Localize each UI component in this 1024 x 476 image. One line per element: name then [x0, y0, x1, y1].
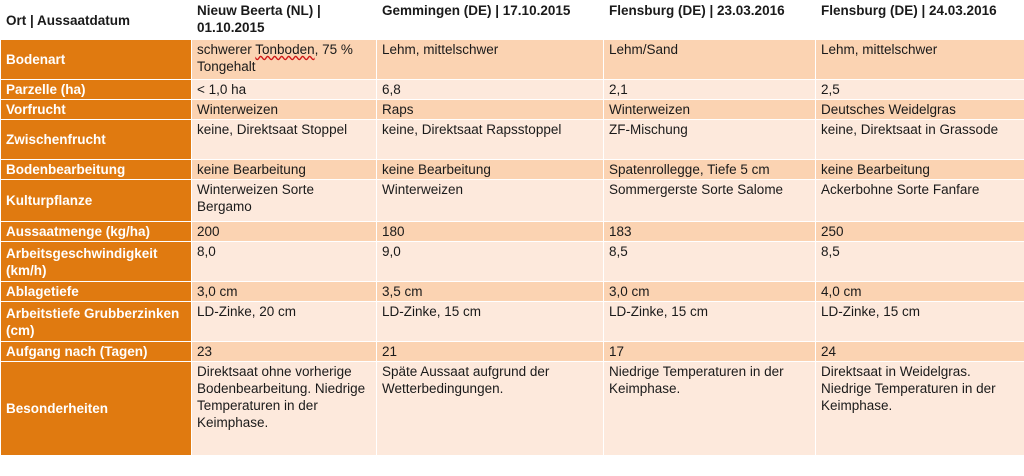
header-row	[1, 1, 1024, 40]
table-cell: Winterweizen Sorte Bergamo	[192, 180, 377, 222]
table-cell: 8,5	[816, 242, 1024, 282]
table-cell: Späte Aussaat aufgrund der Wetterbedingungen.	[377, 362, 604, 456]
table-cell: LD-Zinke, 15 cm	[816, 302, 1024, 342]
row-label: Zwischenfrucht	[1, 120, 192, 160]
table-cell: 6,8	[377, 80, 604, 100]
table-cell: 9,0	[377, 242, 604, 282]
table-cell: < 1,0 ha	[192, 80, 377, 100]
table-cell: keine Bearbeitung	[816, 160, 1024, 180]
table-row-aufgang	[1, 342, 1024, 362]
header-site-flensburg-2: Flensburg (DE) | 24.03.2016	[816, 1, 1024, 40]
row-label: Aussaatmenge (kg/ha)	[1, 222, 192, 242]
table-cell: 8,0	[192, 242, 377, 282]
table-cell: Winterweizen	[377, 180, 604, 222]
table-row-bodenbearbeitung	[1, 160, 1024, 180]
table-cell: ZF-Mischung	[604, 120, 816, 160]
table-cell: Lehm/Sand	[604, 40, 816, 80]
table-cell: 24	[816, 342, 1024, 362]
spellcheck-word: Tonboden	[255, 42, 315, 57]
table-cell: Niedrige Temperaturen in der Keimphase.	[604, 362, 816, 456]
table-cell: 200	[192, 222, 377, 242]
table-cell: Lehm, mittelschwer	[377, 40, 604, 80]
table-cell: 3,0 cm	[604, 282, 816, 302]
table-cell: keine, Direktsaat in Grassode	[816, 120, 1024, 160]
table-cell: 21	[377, 342, 604, 362]
row-label: Arbeitstiefe Grubberzinken (cm)	[1, 302, 192, 342]
table-cell: Raps	[377, 100, 604, 120]
table-cell: LD-Zinke, 15 cm	[604, 302, 816, 342]
row-label: Kulturpflanze	[1, 180, 192, 222]
table-cell: Direktsaat in Weidelgras. Niedrige Temperaturen in der Keimphase.	[816, 362, 1024, 456]
table-cell: 17	[604, 342, 816, 362]
row-label: Bodenart	[1, 40, 192, 80]
table-cell: 3,0 cm	[192, 282, 377, 302]
table-cell: LD-Zinke, 20 cm	[192, 302, 377, 342]
row-label: Bodenbearbeitung	[1, 160, 192, 180]
table-cell: Lehm, mittelschwer	[816, 40, 1024, 80]
table-cell: Ackerbohne Sorte Fanfare	[816, 180, 1024, 222]
table-cell: 23	[192, 342, 377, 362]
header-site-gemmingen: Gemmingen (DE) | 17.10.2015	[377, 1, 604, 40]
row-label: Parzelle (ha)	[1, 80, 192, 100]
table-cell: 2,5	[816, 80, 1024, 100]
table-cell: Direktsaat ohne vorherige Bodenbearbeitung. Niedrige Temperaturen in der Keimphase.	[192, 362, 377, 456]
table-cell: Winterweizen	[192, 100, 377, 120]
table-cell: 8,5	[604, 242, 816, 282]
table-cell: Spatenrollegge, Tiefe 5 cm	[604, 160, 816, 180]
table-cell: keine Bearbeitung	[192, 160, 377, 180]
table-cell: 4,0 cm	[816, 282, 1024, 302]
table-cell: 183	[604, 222, 816, 242]
table-cell: keine Bearbeitung	[377, 160, 604, 180]
table-row-zwischenfrucht	[1, 120, 1024, 160]
table-cell: 3,5 cm	[377, 282, 604, 302]
table-cell: Winterweizen	[604, 100, 816, 120]
row-label: Vorfrucht	[1, 100, 192, 120]
table-cell	[192, 40, 377, 80]
cell-text: schwerer	[197, 42, 256, 57]
table-row-besonderheiten	[1, 362, 1024, 456]
table-cell: Deutsches Weidelgras	[816, 100, 1024, 120]
table-row-arbeitsgeschwindigkeit	[1, 242, 1024, 282]
table-row-bodenart	[1, 40, 1024, 80]
header-site-flensburg-1: Flensburg (DE) | 23.03.2016	[604, 1, 816, 40]
table-row-parzelle	[1, 80, 1024, 100]
table-cell: keine, Direktsaat Stoppel	[192, 120, 377, 160]
table-row-arbeitstiefe	[1, 302, 1024, 342]
header-site-nieuw-beerta: Nieuw Beerta (NL) | 01.10.2015	[192, 1, 377, 40]
row-label: Besonderheiten	[1, 362, 192, 456]
table-cell: LD-Zinke, 15 cm	[377, 302, 604, 342]
row-label: Arbeitsgeschwindigkeit (km/h)	[1, 242, 192, 282]
table-cell: Sommergerste Sorte Salome	[604, 180, 816, 222]
table-cell: 2,1	[604, 80, 816, 100]
table-cell: 250	[816, 222, 1024, 242]
table-row-ablagetiefe	[1, 282, 1024, 302]
table-cell: keine, Direktsaat Rapsstoppel	[377, 120, 604, 160]
header-corner: Ort | Aussaatdatum	[1, 1, 192, 40]
table-row-aussaatmenge	[1, 222, 1024, 242]
table-cell: 180	[377, 222, 604, 242]
row-label: Ablagetiefe	[1, 282, 192, 302]
table-row-kulturpflanze	[1, 180, 1024, 222]
cell-text: , 75 % Tongehalt	[197, 42, 353, 74]
table-row-vorfrucht	[1, 100, 1024, 120]
row-label: Aufgang nach (Tagen)	[1, 342, 192, 362]
